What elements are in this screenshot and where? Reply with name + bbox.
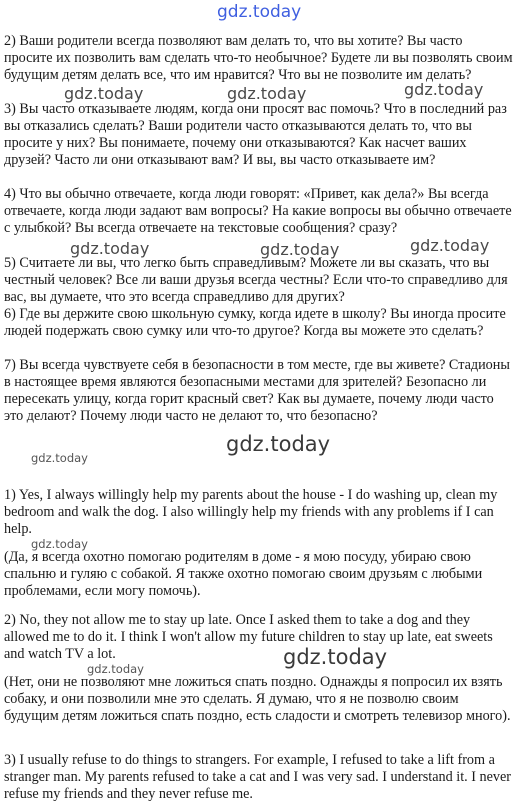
watermark: gdz.today <box>283 645 388 669</box>
question-5: 5) Считаете ли вы, что легко быть справедливым? Можете ли вы сказать, что вы честный человек? Все ли ваши друзья всегда честны? Если что-то справедливо для вас, вы думаете, что это всегда справедливо для других? <box>4 255 508 305</box>
watermark: gdz.today <box>87 662 144 676</box>
question-2: 2) Ваши родители всегда позволяют вам делать то, что вы хотите? Вы часто просите их позволить вам сделать что-то необычное? Будете ли вы позволять своим будущим детям делать все, что им нравится? Что вы не позволите им делать? <box>4 33 513 83</box>
watermark: gdz.today <box>410 236 490 255</box>
answer-1-english: 1) Yes, I always willingly help my parents about the house - I do washing up, clean my bedroom and walk the dog. I also willingly help my friends with any problems if I can help. <box>4 487 498 537</box>
question-4: 4) Что вы обычно отвечаете, когда люди говорят: «Привет, как дела?» Вы всегда отвечаете, когда люди задают вам вопросы? На какие вопросы вы обычно отвечаете с улыбкой? Вы всегда отвечаете на текстовые сообщения? сразу? <box>4 186 512 236</box>
watermark: gdz.today <box>64 84 144 103</box>
answer-1-russian: (Да, я всегда охотно помогаю родителям в доме - я мою посуду, убираю свою спальню и гуляю с собакой. Я также охотно помогаю своим друзьям с любыми проблемами, если могу помочь). <box>4 549 483 599</box>
answer-2-russian: (Нет, они не позволяют мне ложиться спать поздно. Однажды я попросил их взять собаку, и они позволили мне это сделать. Я думаю, что я не позволю своим будущим детям ложиться спать поздно, есть сладости и смотреть телевизор много). <box>4 674 511 724</box>
watermark-top: gdz.today <box>217 2 302 22</box>
watermark: gdz.today <box>70 239 150 258</box>
question-3: 3) Вы часто отказываете людям, когда они просят вас помочь? Что в последний раз вы отказались сделать? Ваши родители часто отказываются делать то, что вы просите у них? Вы понимаете, почему они отказываются? Как насчет ваших друзей? Часто ли они отказывают вам? И вы, вы часто отказываете им? <box>4 101 507 168</box>
answer-2-english: 2) No, they not allow me to stay up late. Once I asked them to take a dog and they allowed me to do it. I think I won't allow my future children to stay up late, eat sweets and watch TV a lot. <box>4 612 493 662</box>
watermark: gdz.today <box>226 432 331 456</box>
watermark: gdz.today <box>404 80 484 99</box>
question-7: 7) Вы всегда чувствуете себя в безопасности в том месте, где вы живете? Стадионы в настоящее время являются безопасными местами для зрителей? Безопасно ли пересекать улицу, когда горит красный свет? Как вы думаете, почему люди часто это делают? Почему люди часто не делают то, что безопасно? <box>4 357 510 424</box>
answer-3-english: 3) I usually refuse to do things to strangers. For example, I refused to take a lift from a stranger man. My parents refused to take a cat and I was very sad. I understand it. I never refuse my friends and they never refuse me. <box>4 752 512 802</box>
watermark: gdz.today <box>260 240 340 259</box>
watermark: gdz.today <box>227 84 307 103</box>
watermark: gdz.today <box>31 451 88 465</box>
watermark: gdz.today <box>31 537 88 551</box>
question-6: 6) Где вы держите свою школьную сумку, когда идете в школу? Вы иногда просите людей подержать свою сумку или что-то другое? Когда вы можете это сделать? <box>4 306 506 339</box>
